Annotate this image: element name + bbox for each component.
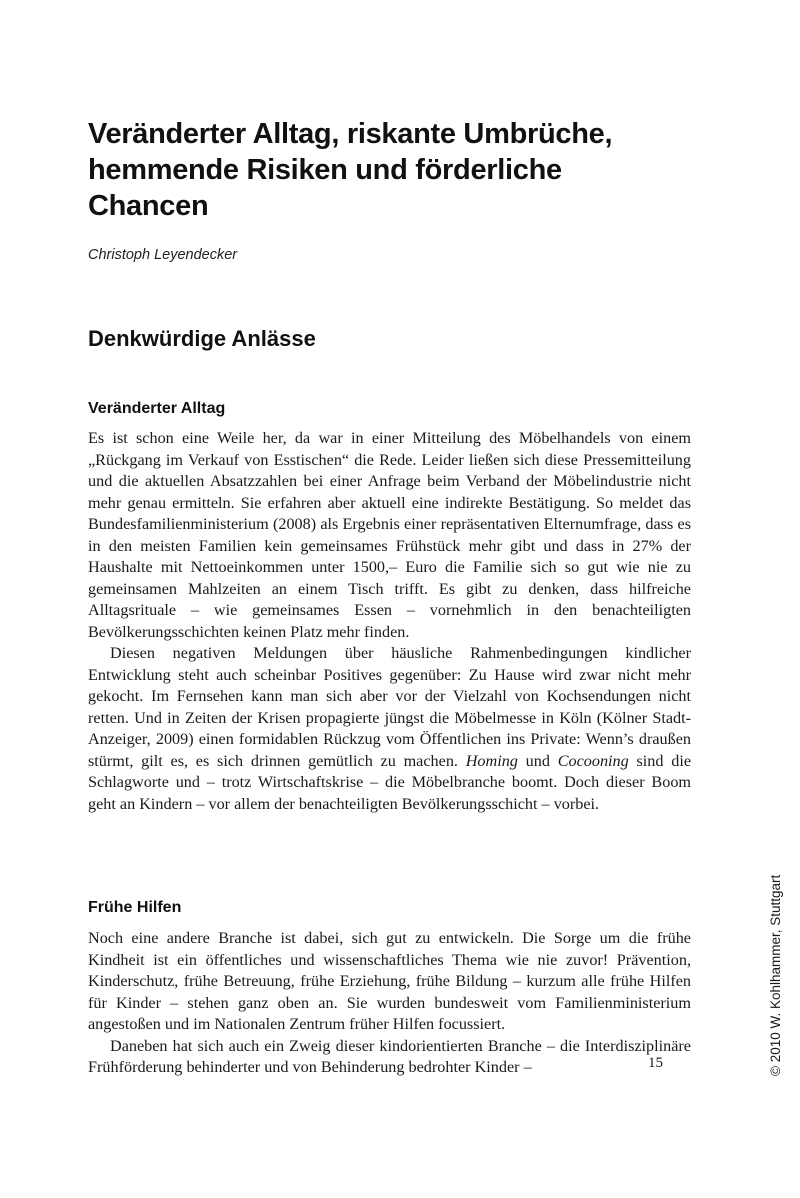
paragraph: Es ist schon eine Weile her, da war in einer Mitteilung des Möbelhandels von einem „Rückgang im Verkauf von Esstischen“ die Rede. Leider ließen sich diese Pressemitteilung und die aktuellen Absatzzahlen bei einer Anfrage beim Verband der Möbelindustrie nicht mehr genau ermitteln. Sie erfahren aber aktuell eine indirekte Bestätigung. So meldet das Bundesfamilienministerium (2008) als Ergebnis einer repräsentativen Elternumfrage, dass es in den meisten Familien kein gemeinsames Frühstück mehr gibt und dass in 27% der Haushalte mit Nettoeinkommen unter 1500,– Euro die Familie sich so gut wie nie zu gemeinsamen Mahlzeiten an einem Tisch trifft. Es gibt zu denken, dass hilfreiche Alltagsrituale – wie gemeinsames Essen – vornehmlich in den benachteiligten Bevölkerungsschichten keinen Platz mehr finden. <box>88 429 691 641</box>
copyright-notice: © 2010 W. Kohlhammer, Stuttgart <box>768 874 783 1076</box>
chapter-author: Christoph Leyendecker <box>88 247 238 263</box>
emphasis-cocooning: Cocooning <box>557 751 629 770</box>
emphasis-homing: Homing <box>465 751 518 770</box>
paragraph-text: Diesen negativen Meldungen über häusliche Rahmenbedingungen kindlicher Entwicklung steht auch scheinbar Positives gegenüber: Zu Hause wird zwar nicht mehr gekocht. Im Fernsehen kann man sich aber vor der Vielzahl von Kochsendungen nicht retten. Und in Zeiten der Krisen propagierte jüngst die Möbelmesse in Köln (Kölner Stadt-Anzeiger, 2009) einen formidablen Rückzug vom Öffentlichen ins Private: Wenn’s draußen stürmt, gilt es, es sich drinnen gemütlich zu machen. <box>88 644 691 770</box>
chapter-title-line-1: Veränderter Alltag, riskante Umbrüche, <box>88 118 613 150</box>
subsection-body-veraenderter-alltag <box>88 428 691 815</box>
paragraph: Daneben hat sich auch ein Zweig dieser kindorientierten Branche – die Interdisziplinäre Frühförderung behinderter und von Behinderung bedrohter Kinder – <box>88 1036 691 1076</box>
section-heading: Denkwürdige Anlässe <box>88 326 316 351</box>
paragraph: Noch eine andere Branche ist dabei, sich gut zu entwickeln. Die Sorge um die frühe Kindheit ist ein öffentliches und wissenschaftliches Thema wie nie zuvor! Prävention, Kinderschutz, frühe Betreuung, frühe Erziehung, frühe Bildung – kurzum alle frühe Hilfen für Kinder – stehen ganz oben an. Sie wurden bundesweit vom Familienministerium angestoßen und im Nationalen Zentrum früher Hilfen focussiert. <box>88 929 691 1033</box>
subsection-heading-veraenderter-alltag: Veränderter Alltag <box>88 400 226 417</box>
subsection-body-fruehe-hilfen <box>88 928 691 1079</box>
paragraph <box>88 643 691 815</box>
paragraph-text: sind die Schlagworte und – trotz Wirtschaftskrise – die Möbelbranche boomt. Doch dieser Boom geht an Kindern – vor allem der benachteiligten Bevölkerungsschicht – vorbei. <box>88 751 692 813</box>
chapter-title-line-2: hemmende Risiken und förderliche Chancen <box>88 154 562 222</box>
paragraph-text: und <box>517 751 558 770</box>
chapter-title <box>88 116 688 224</box>
subsection-heading-fruehe-hilfen: Frühe Hilfen <box>88 899 182 916</box>
page-number: 15 <box>648 1055 663 1071</box>
